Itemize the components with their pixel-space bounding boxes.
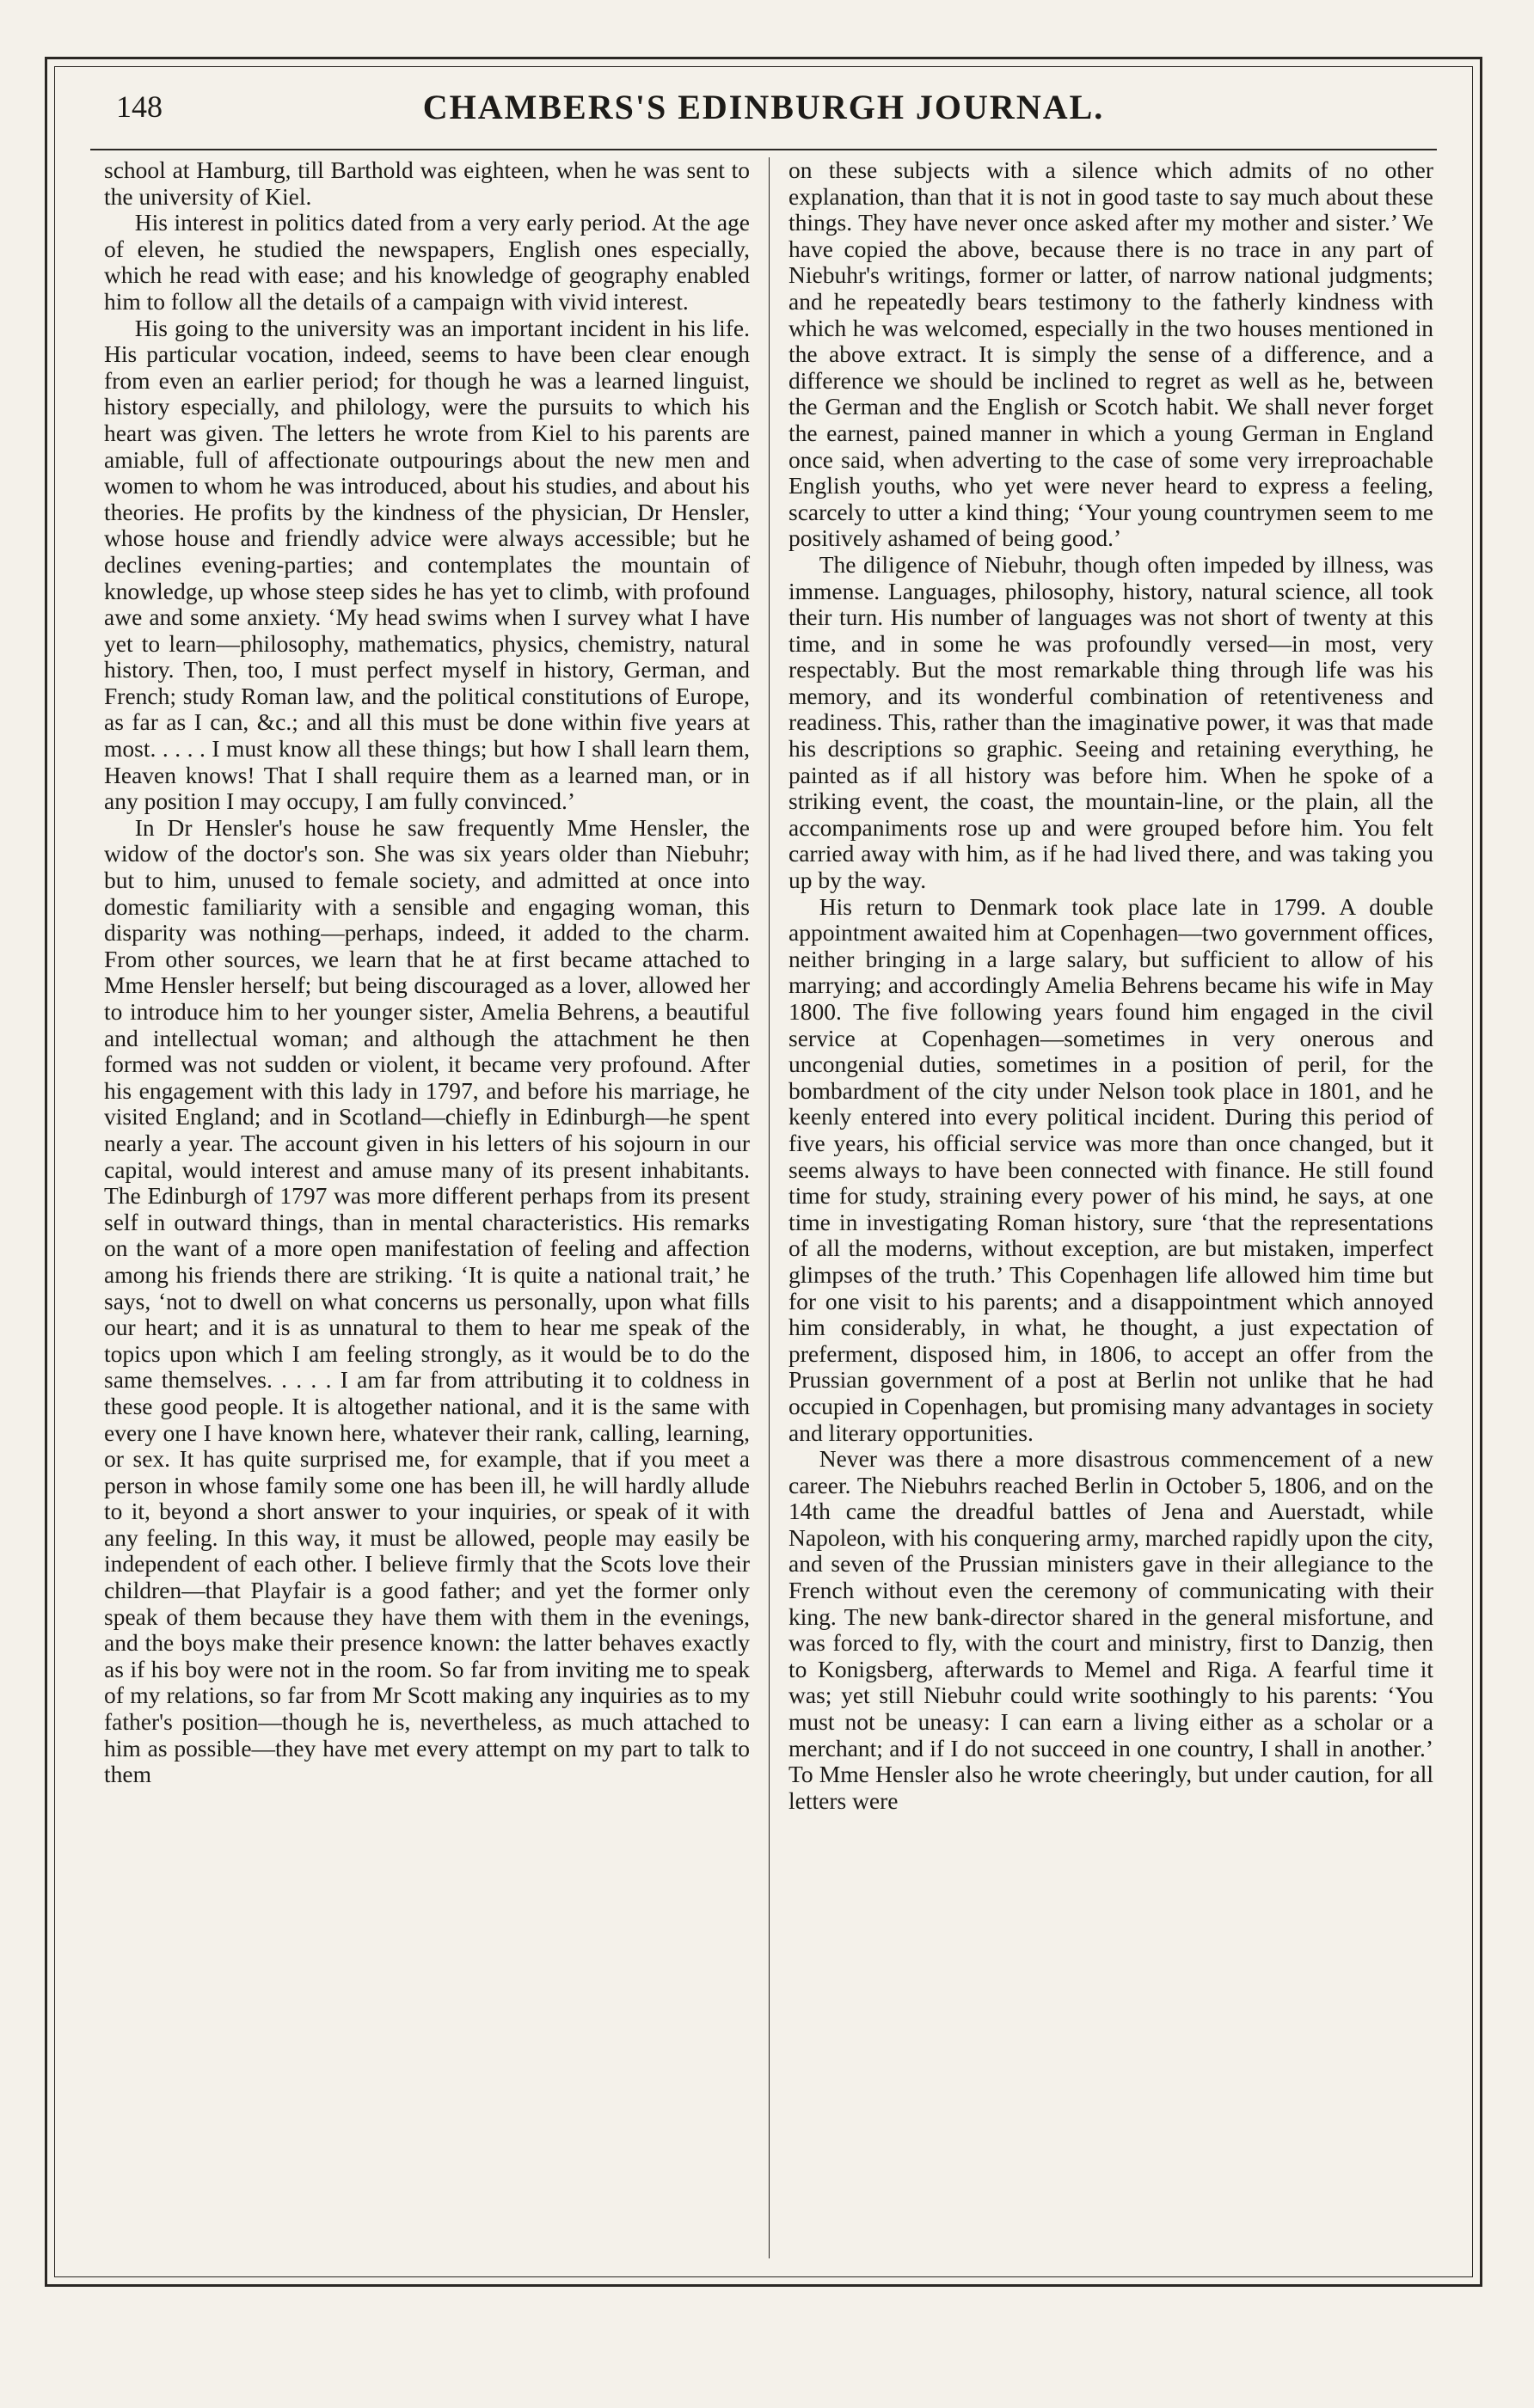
paragraph: His interest in politics dated from a very early period. At the age of eleven, he studied the newspapers, English ones especially, which he read with ease; and his knowledge of geography enabled him to follow all the details of a campaign with vivid interest. (104, 209, 750, 315)
page-number: 148 (116, 89, 163, 124)
page-frame (45, 57, 1482, 2287)
paragraph: on these subjects with a silence which admits of no other explanation, than that it is not in good taste to say much about these things. They have never once asked after my mother and sister.’ We have copied the above, because there is no trace in any part of Niebuhr's writings, former or latter, of narrow national judgments; and he repeatedly bears testimony to the fatherly kindness with which he was welcomed, especially in the two houses mentioned in the above extract. It is simply the sense of a difference, and a difference we should be inclined to regret as well as he, between the German and the English or Scotch habit. We shall never forget the earnest, pained manner in which a young German in England once said, when adverting to the case of some very irreproachable English youths, who yet were never heard to express a feeling, scarcely to utter a kind thing; ‘Your young countrymen seem to me positively ashamed of being good.’ (788, 156, 1433, 552)
left-column (104, 157, 769, 2258)
text-columns (104, 157, 1433, 2258)
paragraph: His going to the university was an important incident in his life. His particular vocation, indeed, seems to have been clear enough from even an earlier period; for though he was a learned linguist, history especially, and philology, were the pursuits to which his heart was given. The letters he wrote from Kiel to his parents are amiable, full of affectionate outpourings about the new men and women to whom he was introduced, about his studies, and about his theories. He profits by the kindness of the physician, Dr Hensler, whose house and friendly advice were always accessible; but he declines evening-parties; and contemplates the mountain of knowledge, up whose steep sides he has yet to climb, with profound awe and some anxiety. ‘My head swims when I survey what I have yet to learn—philosophy, mathematics, physics, chemistry, natural history. Then, too, I must perfect myself in history, German, and French; study Roman law, and the political constitutions of Europe, as far as I can, &c.; and all this must be done within five years at most. . . . . I must know all these things; but how I shall learn them, Heaven knows! That I shall require them as a learned man, or in any position I may occupy, I am fully convinced.’ (104, 314, 750, 815)
paragraph: school at Hamburg, till Barthold was eighteen, when he was sent to the university of Kiel. (104, 156, 750, 210)
page-header (82, 78, 1445, 138)
journal-title: CHAMBERS'S EDINBURGH JOURNAL. (422, 88, 1105, 126)
paragraph: His return to Denmark took place late in 1799. A double appointment awaited him at Copenhagen—two government offices, neither bringing in a large salary, but sufficient to allow of his marrying; and accordingly Amelia Behrens became his wife in May 1800. The five following years found him engaged in the civil service at Copenhagen—sometimes in very onerous and uncongenial duties, sometimes in a position of peril, for the bombardment of the city under Nelson took place in 1801, and he keenly entered into every political incident. During this period of five years, his official service was more than once changed, but it seems always to have been connected with finance. He still found time for study, straining every power of his mind, he says, at one time in investigating Roman history, sure ‘that the representations of all the moderns, without exception, are but mistaken, imperfect glimpses of the truth.’ This Copenhagen life allowed him time but for one visit to his parents; and a disappointment which annoyed him considerably, in what, he thought, a just expectation of preferment, disposed him, in 1806, to accept an offer from the Prussian government of a post at Berlin not unlike that he had occupied in Copenhagen, but promising many advantages in society and literary opportunities. (788, 892, 1433, 1446)
header-rule (90, 149, 1437, 150)
right-column (769, 157, 1433, 2258)
paragraph: The diligence of Niebuhr, though often impeded by illness, was immense. Languages, philosophy, history, natural science, all took their turn. His number of languages was not short of twenty at this time, and in some he was profoundly versed—in most, very respectably. But the most remarkable thing through life was his memory, and its wonderful combination of retentiveness and readiness. This, rather than the imaginative power, it was that made his descriptions so graphic. Seeing and retaining everything, he painted as if all history was before him. When he spoke of a striking event, the coast, the mountain-line, or the plain, all the accompaniments rose up and were grouped before him. You felt carried away with him, as if he had lived there, and was taking you up by the way. (788, 550, 1433, 894)
paragraph: Never was there a more disastrous commencement of a new career. The Niebuhrs reached Berlin in October 5, 1806, and on the 14th came the dreadful battles of Jena and Auerstadt, while Napoleon, with his conquering army, marched rapidly upon the city, and seven of the Prussian ministers gave in their allegiance to the French without even the ceremony of communicating with their king. The new bank-director shared in the general misfortune, and was forced to fly, with the court and ministry, first to Danzig, then to Konigsberg, afterwards to Memel and Riga. A fearful time it was; yet still Niebuhr could write soothingly to his parents: ‘You must not be uneasy: I can earn a living either as a scholar or a merchant; and if I do not succeed in one country, I shall in another.’ To Mme Hensler also he wrote cheeringly, but under caution, for all letters were (788, 1445, 1433, 1814)
paragraph: In Dr Hensler's house he saw frequently Mme Hensler, the widow of the doctor's son. She was six years older than Niebuhr; but to him, unused to female society, and admitted at once into domestic familiarity with a sensible and engaging woman, this disparity was nothing—perhaps, indeed, it added to the charm. From other sources, we learn that he at first became attached to Mme Hensler herself; but being discouraged as a lover, allowed her to introduce him to her younger sister, Amelia Behrens, a beautiful and intellectual woman; and although the attachment he then formed was not sudden or violent, it became very profound. After his engagement with this lady in 1797, and before his marriage, he visited England; and in Scotland—chiefly in Edinburgh—he spent nearly a year. The account given in his letters of his sojourn in our capital, would interest and amuse many of its present inhabitants. The Edinburgh of 1797 was more different perhaps from its present self in outward things, than in mental characteristics. His remarks on the want of a more open manifestation of feeling and affection among his friends there are striking. ‘It is quite a national trait,’ he says, ‘not to dwell on what concerns us personally, upon what fills our heart; and it is as unnatural to them to hear me speak of the topics upon which I am feeling strongly, as it would be to do the same themselves. . . . . I am far from attributing it to coldness in these good people. It is altogether national, and it is the same with every one I have known here, whatever their rank, calling, learning, or sex. It has quite surprised me, for example, that if you meet a person in whose family some one has been ill, he will hardly allude to it, beyond a short answer to your inquiries, or speak of it with any feeling. In this way, it must be allowed, people may easily be independent of each other. I believe firmly that the Scots love their children—that Playfair is a good father; and yet the former only speak of them because they have them with them in the evenings, and the boys make their presence known: the latter behaves exactly as if his boy were not in the room. So far from inviting me to speak of my relations, so far from Mr Scott making any inquiries as to my father's position—though he is, nevertheless, as much attached to him as possible—they have met every attempt on my part to talk to them (104, 813, 750, 1788)
